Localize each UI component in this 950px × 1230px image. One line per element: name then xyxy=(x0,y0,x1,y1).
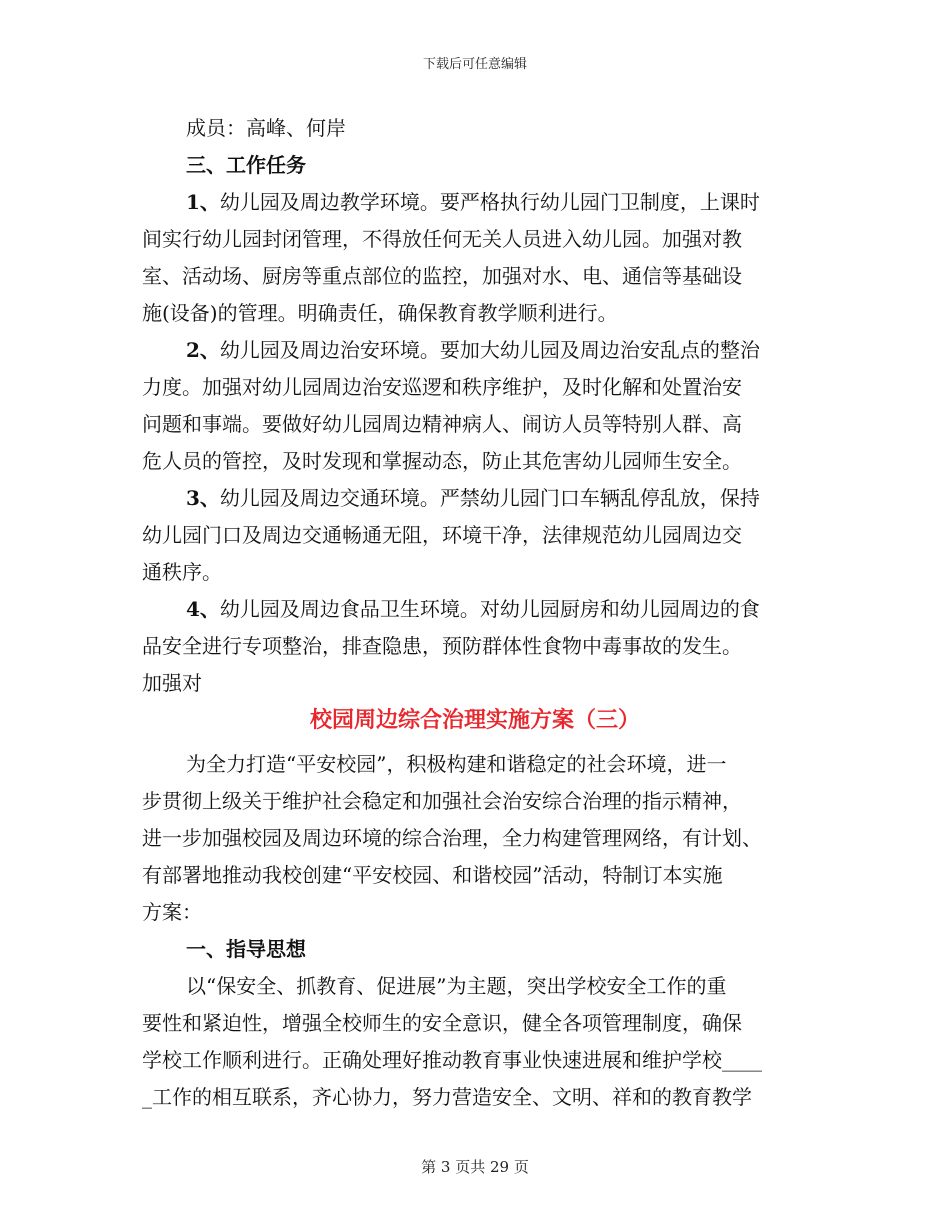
heading-guiding-ideology: 一、指导思想 xyxy=(186,937,306,961)
text-line: 室、活动场、厨房等重点部位的监控，加强对水、电、通信等基础设 xyxy=(142,264,742,288)
text-line: 施(设备)的管理。明确责任，确保教育教学顺利进行。 xyxy=(142,301,618,325)
text-line: 有部署地推动我校创建“平安校园、和谐校园”活动，特制订本实施 xyxy=(142,863,723,887)
text-line: 通秩序。 xyxy=(142,560,222,584)
text-line: 幼儿园及周边食品卫生环境。对幼儿园厨房和幼儿园周边的食 xyxy=(219,597,760,621)
task-number: 1、 xyxy=(186,190,220,214)
text-line: 学校工作顺利进行。正确处理好推动教育事业快速进展和维护学校____ xyxy=(142,1048,762,1072)
text-line: 幼儿园门口及周边交通畅通无阻，环境干净，法律规范幼儿园周边交 xyxy=(142,523,742,547)
task-number: 4、 xyxy=(186,597,220,621)
section-top xyxy=(142,110,807,702)
text-line: 品安全进行专项整治，排查隐患，预防群体性食物中毒事故的发生。 xyxy=(142,634,742,658)
task-paragraph-1 xyxy=(142,184,807,332)
text-line: 以“保安全、抓教育、促进展”为主题，突出学校安全工作的重 xyxy=(186,974,727,998)
text-line: 幼儿园及周边交通环境。严禁幼儿园门口车辆乱停乱放，保持 xyxy=(219,486,760,510)
text-line: 问题和事端。要做好幼儿园周边精神病人、闹访人员等特别人群、高 xyxy=(142,412,742,436)
text-line: 力度。加强对幼儿园周边治安巡逻和秩序维护，及时化解和处置治安 xyxy=(142,375,742,399)
text-line: 为全力打造“平安校园”，积极构建和谐稳定的社会环境，进一 xyxy=(186,752,727,776)
text-line: _工作的相互联系，齐心协力，努力营造安全、文明、祥和的教育教学 xyxy=(142,1085,752,1109)
guide-paragraph xyxy=(142,968,807,1116)
text-line: 危人员的管控，及时发现和掌握动态，防止其危害幼儿园师生安全。 xyxy=(142,449,742,473)
text-line: 进一步加强校园及周边环境的综合治理，全力构建管理网络，有计划、 xyxy=(142,826,762,850)
page-header: 下载后可任意编辑 xyxy=(422,57,527,72)
heading-work-tasks: 三、工作任务 xyxy=(186,153,306,177)
text-line: 间实行幼儿园封闭管理，不得放任何无关人员进入幼儿园。加强对教 xyxy=(142,227,742,251)
page-footer: 第 3 页共 29 页 xyxy=(421,1158,529,1176)
intro-paragraph xyxy=(142,746,807,931)
members-line: 成员：高峰、何岸 xyxy=(186,116,346,140)
task-number: 2、 xyxy=(186,338,220,362)
text-line: 幼儿园及周边教学环境。要严格执行幼儿园门卫制度，上课时 xyxy=(219,190,760,214)
document-title: 校园周边综合治理实施方案（三） xyxy=(309,707,640,733)
task-paragraph-4 xyxy=(142,591,807,702)
task-paragraph-3 xyxy=(142,480,807,591)
text-line: 方案： xyxy=(142,900,202,924)
text-line: 幼儿园及周边治安环境。要加大幼儿园及周边治安乱点的整治 xyxy=(219,338,760,362)
section-main xyxy=(142,746,807,1116)
text-line: 加强对 xyxy=(142,671,202,695)
task-paragraph-2 xyxy=(142,332,807,480)
task-number: 3、 xyxy=(186,486,220,510)
text-line: 要性和紧迫性，增强全校师生的安全意识，健全各项管理制度，确保 xyxy=(142,1011,742,1035)
text-line: 步贯彻上级关于维护社会稳定和加强社会治安综合治理的指示精神， xyxy=(142,789,742,813)
